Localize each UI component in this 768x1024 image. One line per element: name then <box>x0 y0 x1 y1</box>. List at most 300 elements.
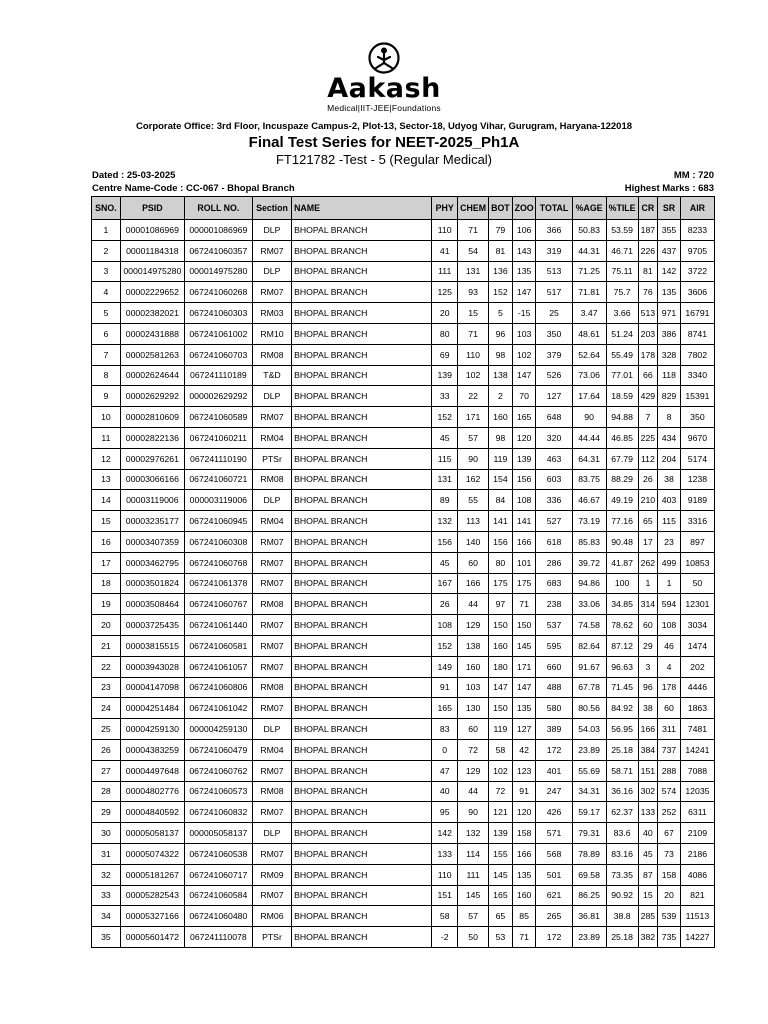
table-row <box>92 261 715 282</box>
cell-air: 8741 <box>680 323 714 344</box>
cell-psid: 00005058137 <box>120 823 184 844</box>
cell-chem: 131 <box>458 261 489 282</box>
cell-section: RM10 <box>252 323 291 344</box>
cell-total: 379 <box>536 344 572 365</box>
table-row <box>92 220 715 241</box>
cell-chem: 90 <box>458 802 489 823</box>
cell-total: 265 <box>536 906 572 927</box>
cell-percentile: 55.49 <box>606 344 638 365</box>
cell-cr: 66 <box>638 365 658 386</box>
cell-phy: 149 <box>432 656 458 677</box>
cell-percentage: 39.72 <box>572 552 606 573</box>
cell-percentage: 83.75 <box>572 469 606 490</box>
cell-roll-no: 067241061002 <box>184 323 252 344</box>
cell-air: 3034 <box>680 615 714 636</box>
cell-sr: 386 <box>658 323 681 344</box>
cell-phy: 165 <box>432 698 458 719</box>
cell-chem: 162 <box>458 469 489 490</box>
cell-psid: 00004497648 <box>120 760 184 781</box>
cell-sr: 499 <box>658 552 681 573</box>
cell-cr: 429 <box>638 386 658 407</box>
cell-psid: 00004251484 <box>120 698 184 719</box>
cell-percentage: 69.58 <box>572 864 606 885</box>
cell-roll-no: 000001086969 <box>184 220 252 241</box>
cell-chem: 166 <box>458 573 489 594</box>
cell-total: 426 <box>536 802 572 823</box>
cell-sr: 311 <box>658 719 681 740</box>
cell-psid: 00003462795 <box>120 552 184 573</box>
table-row <box>92 407 715 428</box>
table-row <box>92 511 715 532</box>
header-row <box>92 197 715 220</box>
cell-air: 10853 <box>680 552 714 573</box>
cell-sno: 16 <box>92 531 121 552</box>
cell-section: RM07 <box>252 843 291 864</box>
cell-sr: 737 <box>658 739 681 760</box>
cell-sr: 1 <box>658 573 681 594</box>
cell-roll-no: 067241061378 <box>184 573 252 594</box>
cell-air: 2109 <box>680 823 714 844</box>
cell-sr: 594 <box>658 594 681 615</box>
cell-percentage: 82.64 <box>572 635 606 656</box>
cell-phy: 40 <box>432 781 458 802</box>
cell-psid: 00005282543 <box>120 885 184 906</box>
cell-percentile: 25.18 <box>606 927 638 948</box>
cell-percentage: 71.81 <box>572 282 606 303</box>
cell-percentile: 88.29 <box>606 469 638 490</box>
cell-chem: 60 <box>458 719 489 740</box>
cell-section: RM08 <box>252 781 291 802</box>
cell-sno: 20 <box>92 615 121 636</box>
cell-roll-no: 067241061057 <box>184 656 252 677</box>
cell-roll-no: 067241060945 <box>184 511 252 532</box>
cell-cr: 226 <box>638 240 658 261</box>
cell-percentile: 87.12 <box>606 635 638 656</box>
cell-zoo: 120 <box>512 802 536 823</box>
cell-sr: 135 <box>658 282 681 303</box>
cell-roll-no: 067241060806 <box>184 677 252 698</box>
table-row <box>92 448 715 469</box>
cell-phy: 41 <box>432 240 458 261</box>
cell-sno: 19 <box>92 594 121 615</box>
cell-percentile: 84.92 <box>606 698 638 719</box>
table-row <box>92 802 715 823</box>
cell-sno: 26 <box>92 739 121 760</box>
cell-bot: 79 <box>489 220 513 241</box>
cell-air: 3340 <box>680 365 714 386</box>
results-table-header <box>92 197 715 220</box>
cell-cr: 65 <box>638 511 658 532</box>
cell-bot: 138 <box>489 365 513 386</box>
brand-tagline: Medical|IIT-JEE|Foundations <box>327 103 441 113</box>
cell-sr: 328 <box>658 344 681 365</box>
corporate-office-address: Corporate Office: 3rd Floor, Incuspaze Campus-2, Plot-13, Sector-18, Udyog Vihar, Gurugram, Haryana-122018 <box>135 121 633 132</box>
cell-bot: 97 <box>489 594 513 615</box>
cell-psid: 00002629292 <box>120 386 184 407</box>
cell-total: 648 <box>536 407 572 428</box>
table-row <box>92 365 715 386</box>
cell-name: BHOPAL BRANCH <box>292 407 432 428</box>
cell-phy: 45 <box>432 552 458 573</box>
cell-sr: 829 <box>658 386 681 407</box>
cell-section: RM07 <box>252 531 291 552</box>
cell-percentile: 77.01 <box>606 365 638 386</box>
cell-air: 7481 <box>680 719 714 740</box>
cell-zoo: 171 <box>512 656 536 677</box>
cell-sno: 15 <box>92 511 121 532</box>
cell-total: 172 <box>536 927 572 948</box>
cell-section: DLP <box>252 386 291 407</box>
cell-chem: 111 <box>458 864 489 885</box>
cell-air: 6311 <box>680 802 714 823</box>
cell-total: 618 <box>536 531 572 552</box>
cell-name: BHOPAL BRANCH <box>292 677 432 698</box>
cell-sno: 10 <box>92 407 121 428</box>
cell-percentage: 54.03 <box>572 719 606 740</box>
cell-section: RM07 <box>252 615 291 636</box>
cell-phy: 80 <box>432 323 458 344</box>
cell-sno: 31 <box>92 843 121 864</box>
cell-chem: 55 <box>458 490 489 511</box>
table-row <box>92 698 715 719</box>
cell-sno: 11 <box>92 427 121 448</box>
table-row <box>92 531 715 552</box>
table-row <box>92 344 715 365</box>
cell-bot: 81 <box>489 240 513 261</box>
cell-chem: 93 <box>458 282 489 303</box>
cell-percentage: 73.06 <box>572 365 606 386</box>
cell-psid: 000014975280 <box>120 261 184 282</box>
column-header-name: NAME <box>292 197 432 220</box>
cell-cr: 112 <box>638 448 658 469</box>
cell-air: 4446 <box>680 677 714 698</box>
cell-name: BHOPAL BRANCH <box>292 927 432 948</box>
column-header-sno: SNO. <box>92 197 121 220</box>
cell-sno: 1 <box>92 220 121 241</box>
column-header-percentage: %AGE <box>572 197 606 220</box>
cell-name: BHOPAL BRANCH <box>292 240 432 261</box>
cell-zoo: 158 <box>512 823 536 844</box>
cell-name: BHOPAL BRANCH <box>292 781 432 802</box>
cell-air: 14227 <box>680 927 714 948</box>
cell-sr: 574 <box>658 781 681 802</box>
cell-roll-no: 067241060538 <box>184 843 252 864</box>
cell-percentile: 25.18 <box>606 739 638 760</box>
cell-total: 401 <box>536 760 572 781</box>
column-header-chem: CHEM <box>458 197 489 220</box>
cell-total: 513 <box>536 261 572 282</box>
cell-phy: 115 <box>432 448 458 469</box>
cell-name: BHOPAL BRANCH <box>292 719 432 740</box>
cell-bot: 5 <box>489 303 513 324</box>
table-row <box>92 240 715 261</box>
cell-sno: 17 <box>92 552 121 573</box>
cell-percentile: 94.88 <box>606 407 638 428</box>
cell-cr: 87 <box>638 864 658 885</box>
cell-bot: 84 <box>489 490 513 511</box>
cell-cr: 60 <box>638 615 658 636</box>
cell-sno: 35 <box>92 927 121 948</box>
cell-percentage: 50.83 <box>572 220 606 241</box>
cell-bot: 165 <box>489 885 513 906</box>
table-row <box>92 386 715 407</box>
table-row <box>92 615 715 636</box>
column-header-section: Section <box>252 197 291 220</box>
cell-roll-no: 067241060303 <box>184 303 252 324</box>
cell-chem: 44 <box>458 594 489 615</box>
cell-chem: 113 <box>458 511 489 532</box>
cell-percentage: 36.81 <box>572 906 606 927</box>
cell-phy: 131 <box>432 469 458 490</box>
cell-name: BHOPAL BRANCH <box>292 864 432 885</box>
table-row <box>92 843 715 864</box>
cell-chem: 72 <box>458 739 489 760</box>
cell-section: DLP <box>252 719 291 740</box>
cell-name: BHOPAL BRANCH <box>292 303 432 324</box>
cell-name: BHOPAL BRANCH <box>292 739 432 760</box>
cell-chem: 110 <box>458 344 489 365</box>
cell-name: BHOPAL BRANCH <box>292 615 432 636</box>
cell-percentile: 41.87 <box>606 552 638 573</box>
cell-percentile: 77.16 <box>606 511 638 532</box>
cell-percentile: 83.6 <box>606 823 638 844</box>
table-row <box>92 552 715 573</box>
cell-zoo: 91 <box>512 781 536 802</box>
cell-air: 7802 <box>680 344 714 365</box>
cell-roll-no: 067241060581 <box>184 635 252 656</box>
cell-air: 9705 <box>680 240 714 261</box>
cell-total: 526 <box>536 365 572 386</box>
cell-psid: 00003407359 <box>120 531 184 552</box>
cell-roll-no: 067241061042 <box>184 698 252 719</box>
cell-cr: 384 <box>638 739 658 760</box>
cell-phy: 151 <box>432 885 458 906</box>
cell-section: RM07 <box>252 240 291 261</box>
cell-phy: 156 <box>432 531 458 552</box>
cell-psid: 00001086969 <box>120 220 184 241</box>
cell-percentile: 78.62 <box>606 615 638 636</box>
cell-chem: 129 <box>458 615 489 636</box>
cell-percentile: 53.59 <box>606 220 638 241</box>
cell-name: BHOPAL BRANCH <box>292 552 432 573</box>
cell-percentile: 96.63 <box>606 656 638 677</box>
table-row <box>92 490 715 511</box>
cell-sr: 38 <box>658 469 681 490</box>
cell-sr: 115 <box>658 511 681 532</box>
cell-cr: 166 <box>638 719 658 740</box>
cell-cr: 285 <box>638 906 658 927</box>
cell-sno: 30 <box>92 823 121 844</box>
cell-name: BHOPAL BRANCH <box>292 448 432 469</box>
table-row <box>92 469 715 490</box>
cell-bot: 121 <box>489 802 513 823</box>
cell-phy: 58 <box>432 906 458 927</box>
cell-air: 14241 <box>680 739 714 760</box>
cell-section: RM03 <box>252 303 291 324</box>
cell-bot: 65 <box>489 906 513 927</box>
column-header-percentile: %TILE <box>606 197 638 220</box>
cell-phy: 111 <box>432 261 458 282</box>
cell-chem: 130 <box>458 698 489 719</box>
cell-phy: 69 <box>432 344 458 365</box>
cell-name: BHOPAL BRANCH <box>292 656 432 677</box>
cell-roll-no: 067241060703 <box>184 344 252 365</box>
cell-cr: 96 <box>638 677 658 698</box>
cell-cr: 17 <box>638 531 658 552</box>
cell-phy: 110 <box>432 864 458 885</box>
cell-percentile: 46.85 <box>606 427 638 448</box>
cell-total: 595 <box>536 635 572 656</box>
table-row <box>92 427 715 448</box>
cell-air: 3606 <box>680 282 714 303</box>
cell-roll-no: 067241060762 <box>184 760 252 781</box>
cell-psid: 00004840592 <box>120 802 184 823</box>
cell-bot: 119 <box>489 719 513 740</box>
column-header-bot: BOT <box>489 197 513 220</box>
cell-psid: 00003235177 <box>120 511 184 532</box>
cell-percentage: 46.67 <box>572 490 606 511</box>
cell-chem: 71 <box>458 323 489 344</box>
cell-phy: 139 <box>432 365 458 386</box>
cell-section: RM07 <box>252 573 291 594</box>
cell-total: 319 <box>536 240 572 261</box>
cell-cr: 76 <box>638 282 658 303</box>
cell-bot: 58 <box>489 739 513 760</box>
document-subtitle: FT121782 -Test - 5 (Regular Medical) <box>275 152 493 167</box>
cell-phy: 0 <box>432 739 458 760</box>
cell-roll-no: 067241060589 <box>184 407 252 428</box>
cell-section: RM04 <box>252 739 291 760</box>
cell-sno: 3 <box>92 261 121 282</box>
cell-section: RM07 <box>252 552 291 573</box>
column-header-cr: CR <box>638 197 658 220</box>
cell-total: 238 <box>536 594 572 615</box>
cell-chem: 57 <box>458 906 489 927</box>
cell-roll-no: 000003119006 <box>184 490 252 511</box>
cell-percentile: 56.95 <box>606 719 638 740</box>
cell-percentage: 74.58 <box>572 615 606 636</box>
cell-total: 247 <box>536 781 572 802</box>
cell-sr: 60 <box>658 698 681 719</box>
cell-chem: 129 <box>458 760 489 781</box>
cell-cr: 187 <box>638 220 658 241</box>
cell-total: 286 <box>536 552 572 573</box>
cell-air: 7088 <box>680 760 714 781</box>
cell-zoo: 108 <box>512 490 536 511</box>
cell-phy: 167 <box>432 573 458 594</box>
cell-section: RM07 <box>252 656 291 677</box>
table-row <box>92 303 715 324</box>
cell-zoo: 70 <box>512 386 536 407</box>
cell-sno: 14 <box>92 490 121 511</box>
cell-percentile: 67.79 <box>606 448 638 469</box>
cell-section: DLP <box>252 220 291 241</box>
cell-phy: 26 <box>432 594 458 615</box>
cell-percentage: 33.06 <box>572 594 606 615</box>
cell-psid: 00002431888 <box>120 323 184 344</box>
cell-psid: 00003508464 <box>120 594 184 615</box>
cell-cr: 225 <box>638 427 658 448</box>
cell-name: BHOPAL BRANCH <box>292 531 432 552</box>
max-marks-label: MM : 720 <box>673 170 714 181</box>
cell-percentage: 94.86 <box>572 573 606 594</box>
cell-chem: 44 <box>458 781 489 802</box>
cell-sr: 4 <box>658 656 681 677</box>
cell-percentile: 83.16 <box>606 843 638 864</box>
cell-phy: 133 <box>432 843 458 864</box>
cell-bot: 96 <box>489 323 513 344</box>
column-header-total: TOTAL <box>536 197 572 220</box>
cell-name: BHOPAL BRANCH <box>292 760 432 781</box>
cell-psid: 00002624644 <box>120 365 184 386</box>
cell-section: RM04 <box>252 511 291 532</box>
cell-percentage: 80.56 <box>572 698 606 719</box>
cell-name: BHOPAL BRANCH <box>292 469 432 490</box>
cell-sno: 13 <box>92 469 121 490</box>
cell-total: 350 <box>536 323 572 344</box>
cell-air: 9670 <box>680 427 714 448</box>
cell-percentage: 44.31 <box>572 240 606 261</box>
cell-bot: 139 <box>489 823 513 844</box>
cell-total: 488 <box>536 677 572 698</box>
cell-cr: 81 <box>638 261 658 282</box>
cell-psid: 00003725435 <box>120 615 184 636</box>
cell-percentage: 23.89 <box>572 927 606 948</box>
cell-psid: 00005181267 <box>120 864 184 885</box>
cell-total: 25 <box>536 303 572 324</box>
cell-name: BHOPAL BRANCH <box>292 282 432 303</box>
cell-sr: 434 <box>658 427 681 448</box>
cell-section: RM08 <box>252 677 291 698</box>
cell-percentage: 86.25 <box>572 885 606 906</box>
cell-phy: 125 <box>432 282 458 303</box>
cell-sr: 158 <box>658 864 681 885</box>
cell-percentage: 23.89 <box>572 739 606 760</box>
cell-bot: 102 <box>489 760 513 781</box>
cell-air: 12301 <box>680 594 714 615</box>
cell-roll-no: 000014975280 <box>184 261 252 282</box>
cell-cr: 151 <box>638 760 658 781</box>
cell-roll-no: 067241060308 <box>184 531 252 552</box>
cell-sr: 118 <box>658 365 681 386</box>
cell-chem: 160 <box>458 656 489 677</box>
cell-roll-no: 067241110078 <box>184 927 252 948</box>
cell-percentage: 44.44 <box>572 427 606 448</box>
cell-psid: 00003943028 <box>120 656 184 677</box>
cell-zoo: 147 <box>512 282 536 303</box>
cell-zoo: 120 <box>512 427 536 448</box>
cell-air: 202 <box>680 656 714 677</box>
cell-section: RM09 <box>252 864 291 885</box>
cell-bot: 119 <box>489 448 513 469</box>
aakash-logo <box>0 42 768 113</box>
meta-row-2 <box>92 183 714 194</box>
cell-cr: 3 <box>638 656 658 677</box>
cell-psid: 00005327166 <box>120 906 184 927</box>
cell-bot: 150 <box>489 698 513 719</box>
cell-phy: 152 <box>432 407 458 428</box>
cell-percentage: 71.25 <box>572 261 606 282</box>
cell-percentage: 64.31 <box>572 448 606 469</box>
cell-psid: 00004147098 <box>120 677 184 698</box>
cell-cr: 178 <box>638 344 658 365</box>
cell-zoo: 143 <box>512 240 536 261</box>
cell-cr: 302 <box>638 781 658 802</box>
cell-sr: 252 <box>658 802 681 823</box>
cell-total: 320 <box>536 427 572 448</box>
cell-sr: 46 <box>658 635 681 656</box>
cell-chem: 54 <box>458 240 489 261</box>
